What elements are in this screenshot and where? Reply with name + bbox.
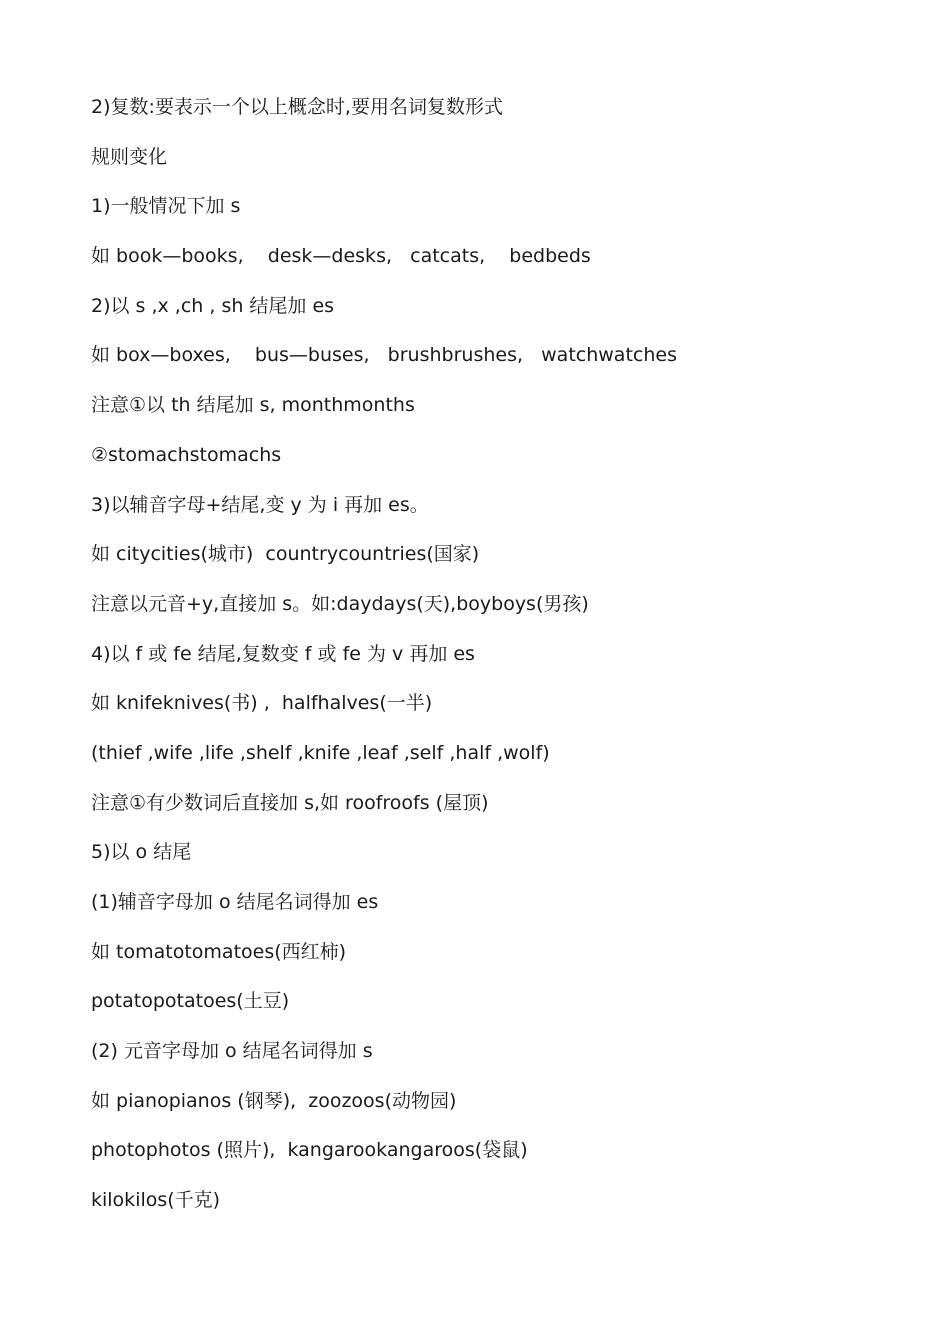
text-line-regular-changes: 规则变化 <box>91 145 168 168</box>
text-line-rule-5-sub-2-example-3: kilokilos(千克) <box>91 1189 221 1212</box>
text-line-rule-2-examples: 如 box—boxes, bus—buses, brushbrushes, watchwatches <box>91 344 677 367</box>
text-line-rule-1: 1)一般情况下加 s <box>91 195 241 218</box>
text-line-rule-3-note: 注意以元音+y,直接加 s。如:daydays(天),boyboys(男孩) <box>91 592 589 615</box>
document-page <box>91 90 911 1233</box>
text-line-rule-5-sub-1: (1)辅音字母加 o 结尾名词得加 es <box>91 891 379 913</box>
text-line-rule-4-note: 注意①有少数词后直接加 s,如 roofroofs (屋顶) <box>91 791 489 814</box>
text-line-rule-2-note-2: ②stomachstomachs <box>91 443 282 466</box>
text-line-rule-1-examples: 如 book—books, desk—desks, catcats, bedbeds <box>91 245 591 268</box>
text-line-rule-5: 5)以 o 结尾 <box>91 841 192 864</box>
text-line-rule-2: 2)以 s ,x ,ch , sh 结尾加 es <box>91 294 335 317</box>
text-line-rule-5-sub-2: (2) 元音字母加 o 结尾名词得加 s <box>91 1040 373 1063</box>
text-line-rule-4-examples: 如 knifeknives(书) , halfhalves(一半) <box>91 692 433 715</box>
text-line-rule-2-note-1: 注意①以 th 结尾加 s, monthmonths <box>91 394 415 417</box>
text-line-rule-4: 4)以 f 或 fe 结尾,复数变 f 或 fe 为 v 再加 es <box>91 642 475 665</box>
text-line-rule-5-sub-1-example-1: 如 tomatotomatoes(西红柿) <box>91 940 347 963</box>
text-line-plural-definition: 2)复数:要表示一个以上概念时,要用名词复数形式 <box>91 96 503 118</box>
text-line-rule-5-sub-1-example-2: potatopotatoes(土豆) <box>91 990 290 1013</box>
text-line-rule-5-sub-2-example-2: photophotos (照片), kangarookangaroos(袋鼠) <box>91 1139 528 1162</box>
text-line-rule-3: 3)以辅音字母+结尾,变 y 为 i 再加 es。 <box>91 493 429 516</box>
text-line-rule-4-word-list: (thief ,wife ,life ,shelf ,knife ,leaf ,self ,half ,wolf) <box>91 741 550 764</box>
text-line-rule-3-examples: 如 citycities(城市) countrycountries(国家) <box>91 543 480 566</box>
text-line-rule-5-sub-2-example-1: 如 pianopianos (钢琴), zoozoos(动物园) <box>91 1089 457 1112</box>
